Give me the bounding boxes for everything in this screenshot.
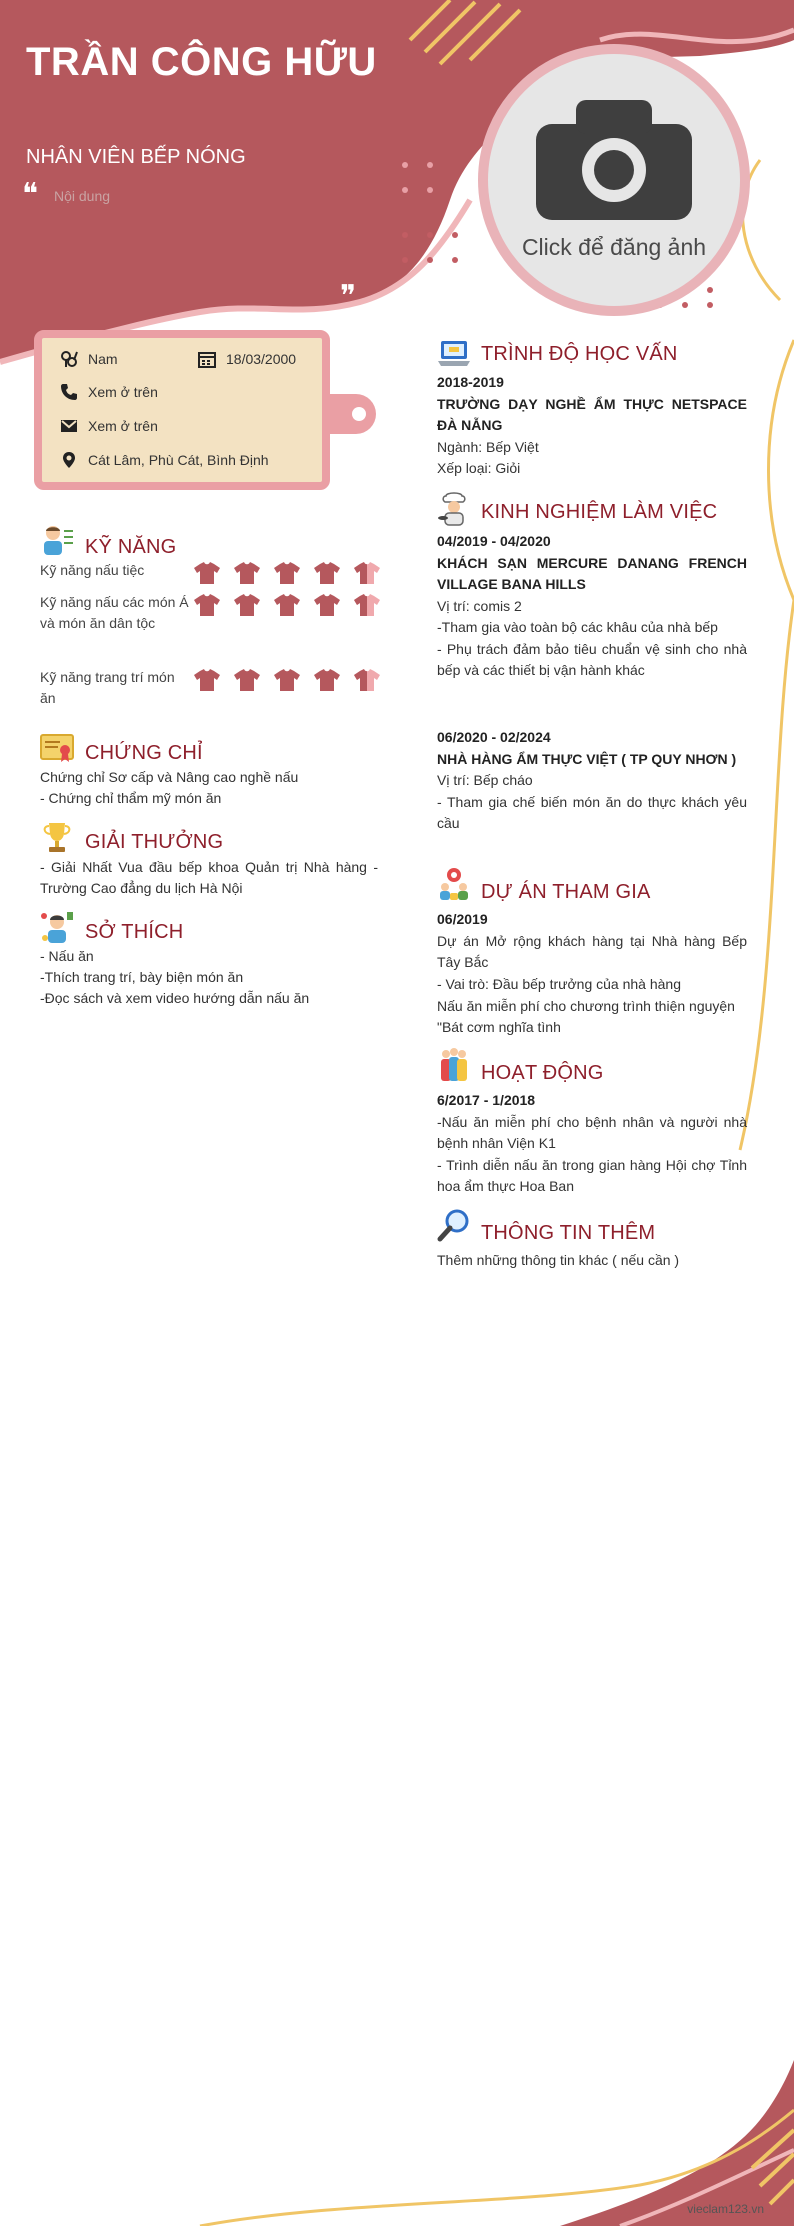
project-period[interactable]: 06/2019 [437,911,488,927]
skill-level-mark [274,594,300,616]
skill-level-mark [314,594,340,616]
projects-title[interactable]: DỰ ÁN THAM GIA [481,881,651,903]
birthday-value: 18/03/2000 [226,351,297,367]
activities-title[interactable]: HOẠT ĐỘNG [481,1062,604,1084]
skill-label: Kỹ năng trang trí món ăn [40,669,175,706]
address-row[interactable] [60,451,269,469]
email-icon [60,417,78,435]
chef-checklist-icon [40,523,74,557]
email-value: Xem ở trên [88,418,158,434]
candidate-position[interactable]: NHÂN VIÊN BẾP NÓNG [26,146,246,168]
skill-level-mark [194,594,220,616]
project-team-icon [437,867,471,901]
skill-level-mark [354,562,380,584]
certificate-icon [40,731,74,765]
hobby-line[interactable]: -Đọc sách và xem video hướng dẫn nấu ăn [40,990,310,1006]
job-role[interactable]: Vị trí: Bếp cháo [437,772,533,788]
gender-value: Nam [88,351,118,367]
job-company[interactable]: KHÁCH SẠN MERCURE DANANG FRENCH VILLAGE BANA HILLS [437,555,747,592]
skill-level-mark [194,562,220,584]
candidate-name[interactable]: TRẦN CÔNG HỮU [26,40,377,84]
skill-rating [194,669,380,691]
activity-period[interactable]: 6/2017 - 1/2018 [437,1092,536,1108]
skill-level-mark [234,562,260,584]
gender-row[interactable] [60,350,118,368]
gender-icon [60,350,78,368]
job-period[interactable]: 04/2019 - 04/2020 [437,533,551,549]
chef-icon [437,492,471,526]
location-icon [60,451,78,469]
hobby-line[interactable]: - Nấu ăn [40,948,94,964]
magnifier-icon [437,1208,471,1242]
certificate-line[interactable]: - Chứng chỉ thẩm mỹ món ăn [40,790,222,806]
education-period[interactable]: 2018-2019 [437,374,504,390]
job-duty[interactable]: - Phụ trách đảm bảo tiêu chuẩn vệ sinh cho nhà bếp và các thiết bị vận hành khác [437,641,747,678]
education-school[interactable]: TRƯỜNG DẠY NGHỀ ẨM THỰC NETSPACE ĐÀ NẴNG [437,396,747,433]
phone-icon [60,383,78,401]
camera-icon [536,100,692,220]
skill-rating [194,562,380,584]
education-major[interactable]: Ngành: Bếp Việt [437,439,539,455]
skill-level-mark [314,562,340,584]
job-role[interactable]: Vị trí: comis 2 [437,598,522,614]
job-duty[interactable]: -Tham gia vào toàn bộ các khâu của nhà bếp [437,619,718,635]
skill-level-mark [314,669,340,691]
close-quote-icon: ❞ [340,279,357,314]
skill-level-mark [194,669,220,691]
more-info-title[interactable]: THÔNG TIN THÊM [481,1222,656,1244]
experience-title[interactable]: KINH NGHIỆM LÀM VIỆC [481,501,718,523]
skill-level-mark [274,562,300,584]
skill-label: Kỹ năng nấu tiệc [40,562,145,578]
address-value: Cát Lâm, Phù Cát, Bình Định [88,452,269,468]
phone-row[interactable] [60,383,158,401]
education-grade[interactable]: Xếp loại: Giỏi [437,460,521,476]
laptop-icon [437,336,471,370]
awards-text[interactable]: - Giải Nhất Vua đầu bếp khoa Quản trị Nhà hàng - Trường Cao đẳng du lịch Hà Nội [40,859,378,896]
activity-line[interactable]: - Trình diễn nấu ăn trong gian hàng Hội chợ Tỉnh hoa ẩm thực Hoa Ban [437,1157,747,1194]
skill-level-mark [354,669,380,691]
certificates-title[interactable]: CHỨNG CHỈ [85,742,203,764]
project-desc[interactable]: Dự án Mở rộng khách hàng tại Nhà hàng Bếp Tây Bắc [437,933,747,970]
job-company[interactable]: NHÀ HÀNG ẨM THỰC VIỆT ( TP QUY NHƠN ) [437,751,737,767]
skill-rating [194,594,380,616]
certificate-line[interactable]: Chứng chỉ Sơ cấp và Nâng cao nghề nấu [40,769,299,785]
open-quote-icon: ❝ [22,177,39,212]
skill-level-mark [234,669,260,691]
project-extra[interactable]: Nấu ăn miễn phí cho chương trình thiện nguyện "Bát cơm nghĩa tình [437,998,735,1035]
calendar-icon [198,350,216,368]
skill-level-mark [274,669,300,691]
project-role[interactable]: - Vai trò: Đầu bếp trưởng của nhà hàng [437,976,681,992]
hobbies-title[interactable]: SỞ THÍCH [85,921,184,943]
photo-upload-button[interactable] [478,44,750,316]
hobby-icon [40,910,74,944]
trophy-icon [40,820,74,854]
brand-footer: vieclam123.vn [687,2202,764,2216]
hobby-line[interactable]: -Thích trang trí, bày biện món ăn [40,969,244,985]
birthday-row[interactable] [198,350,296,368]
community-icon [437,1048,471,1082]
awards-title[interactable]: GIẢI THƯỞNG [85,831,224,853]
info-card-handle [326,394,376,434]
activity-line[interactable]: -Nấu ăn miễn phí cho bệnh nhân và người nhà bệnh nhân Viện K1 [437,1114,747,1151]
skill-level-mark [234,594,260,616]
skill-level-mark [354,594,380,616]
more-info-text[interactable]: Thêm những thông tin khác ( nếu cần ) [437,1252,680,1268]
quote-input[interactable]: Nội dung [54,188,111,204]
email-row[interactable] [60,417,158,435]
job-period[interactable]: 06/2020 - 02/2024 [437,729,551,745]
education-title[interactable]: TRÌNH ĐỘ HỌC VẤN [481,343,678,365]
skills-title[interactable]: KỸ NĂNG [85,536,177,558]
phone-value: Xem ở trên [88,384,158,400]
photo-upload-label: Click để đăng ảnh [521,233,707,260]
job-duty[interactable]: - Tham gia chế biến món ăn do thực khách yêu cầu [437,794,747,831]
skill-label: Kỹ năng nấu các món Á và món ăn dân tộc [40,594,189,631]
